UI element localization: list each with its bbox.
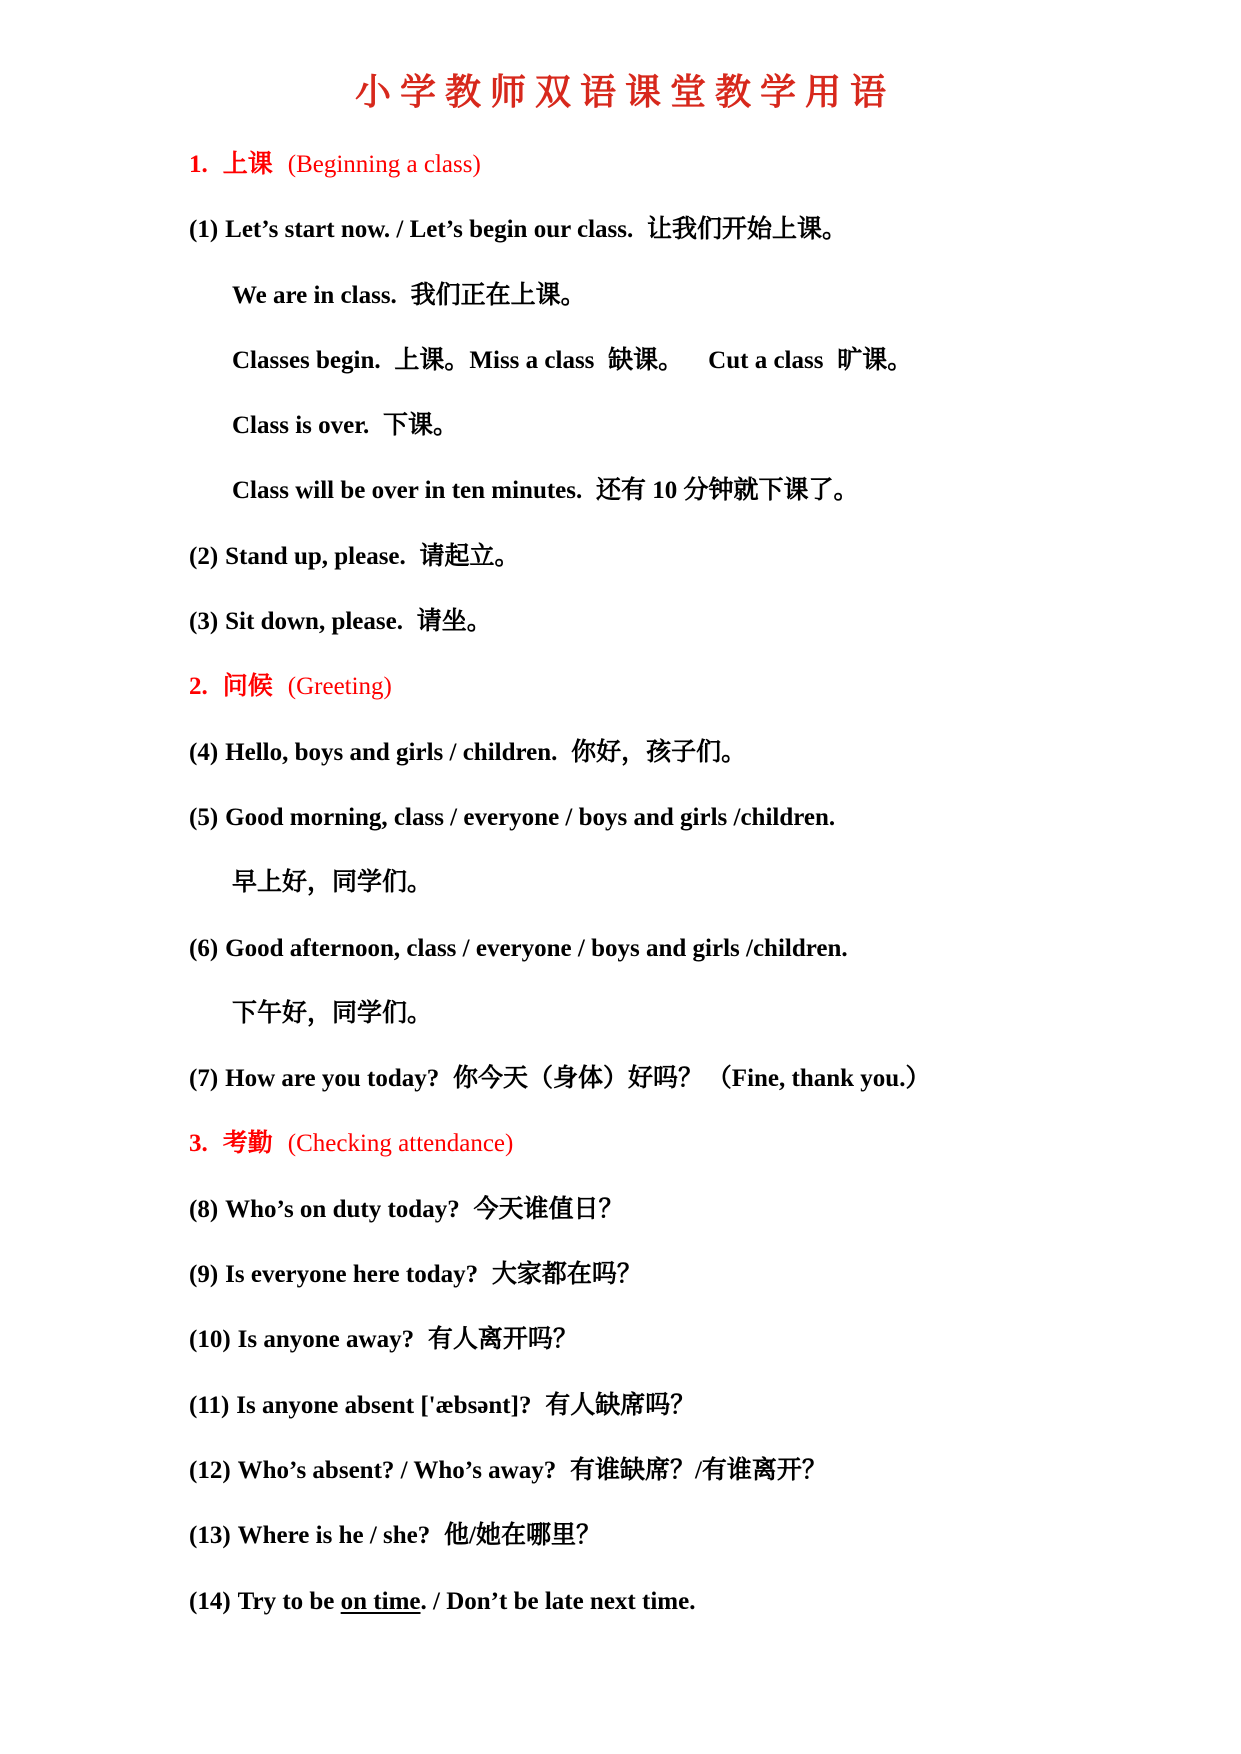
phrase-line [189,1242,1201,1307]
item-label: (12) [189,1456,231,1484]
phrase-zh: 你今天（身体）好吗？ [453,1065,704,1093]
phrase-en: Stand up, please. [225,542,406,570]
section-title-en: (Checking attendance) [287,1130,514,1158]
phrase-line [189,1438,1201,1503]
phrase-line [189,524,1201,589]
section-number: 2. [189,673,208,701]
phrase-zh: 缺课。 [608,346,684,374]
phrase-zh: 今天谁值日？ [473,1195,624,1223]
phrase-en: . / Don’t be late next time. [420,1587,696,1615]
phrase-line [189,458,1201,523]
phrase-line [189,720,1201,785]
item-label: (10) [189,1326,231,1354]
item-label: (4) [189,738,219,766]
phrase-zh: 有人离开吗？ [427,1326,578,1354]
phrase-en: Cut a class [708,346,824,374]
phrase-zh: 有谁缺席？/有谁离开？ [569,1456,827,1484]
item-label: (3) [189,608,219,636]
phrase-line [189,916,1201,981]
phrase-en: Where is he / she? [237,1522,431,1550]
phrase-line [189,850,1201,915]
phrase-en: Classes begin. [232,346,381,374]
section-heading-checking-attendance [189,1111,1201,1176]
section-title-en: (Beginning a class) [287,151,481,178]
phrase-en: Is anyone absent ['æbsənt]? [236,1391,532,1419]
item-label: (14) [189,1587,231,1615]
phrase-en-underlined: on time [340,1587,421,1615]
phrase-zh: 还有 10 分钟就下课了。 [596,477,859,505]
item-label: (2) [189,542,219,570]
item-label: (8) [189,1195,219,1223]
phrase-line [189,981,1201,1046]
phrase-en: Who’s absent? / Who’s away? [237,1456,557,1484]
phrase-zh: 旷课。 [837,346,913,374]
section-number: 1. [189,151,208,178]
phrase-line [189,785,1201,850]
section-title-zh: 考勤 [222,1130,273,1158]
item-label: (1) [189,216,219,244]
phrase-en: Good morning, class / everyone / boys and girls /children. [225,803,836,831]
section-heading-beginning-a-class [189,132,1201,197]
item-label: (7) [189,1065,219,1093]
phrase-en: Hello, boys and girls / children. [225,738,558,766]
section-number: 3. [189,1130,208,1158]
phrase-zh: 下午好，同学们。 [232,999,433,1027]
item-label: (11) [189,1391,230,1419]
phrase-zh: 我们正在上课。 [410,281,586,309]
phrase-line [189,1569,1201,1634]
phrase-en: Good afternoon, class / everyone / boys and girls /children. [225,934,848,962]
phrase-line [189,197,1201,262]
phrase-zh: 请起立。 [419,542,520,570]
phrase-en: Sit down, please. [225,608,403,636]
phrase-reply: （Fine, thank you.） [706,1065,931,1093]
item-label: (9) [189,1261,219,1289]
phrase-line [189,1046,1201,1111]
phrase-en: Is everyone here today? [225,1261,479,1289]
item-label: (6) [189,934,219,962]
phrase-zh: 上课。 [394,346,470,374]
phrase-line [189,1503,1201,1568]
phrase-zh: 大家都在吗？ [491,1261,642,1289]
section-title-zh: 问候 [222,673,273,701]
phrase-en: Is anyone away? [237,1326,415,1354]
phrase-zh: 下课。 [383,412,459,440]
phrase-line [189,393,1201,458]
phrase-en: Class will be over in ten minutes. [232,477,583,505]
phrase-en: Try to be [237,1587,335,1615]
phrase-line [189,1177,1201,1242]
phrase-list [189,132,1201,1634]
phrase-line [189,589,1201,654]
phrase-en: We are in class. [232,281,397,309]
phrase-en: Miss a class [469,346,595,374]
phrase-line [189,263,1201,328]
phrase-zh: 他/她在哪里？ [444,1522,601,1550]
phrase-line [189,1307,1201,1372]
phrase-zh: 有人缺席吗？ [545,1391,696,1419]
section-heading-greeting [189,654,1201,719]
phrase-en: How are you today? [225,1065,440,1093]
phrase-zh: 让我们开始上课。 [647,216,848,244]
phrase-en: Class is over. [232,412,370,440]
phrase-line [189,328,1201,393]
phrase-zh: 你好，孩子们。 [571,738,747,766]
section-title-en: (Greeting) [287,673,392,701]
phrase-zh: 早上好，同学们。 [232,869,433,897]
section-title-zh: 上课 [222,151,273,178]
item-label: (13) [189,1522,231,1550]
page-title: 小学教师双语课堂教学用语 [354,71,895,113]
item-label: (5) [189,803,219,831]
phrase-en: Who’s on duty today? [225,1195,460,1223]
phrase-line [189,1373,1201,1438]
phrase-en: Let’s start now. / Let’s begin our class. [225,216,634,244]
phrase-zh: 请坐。 [416,608,492,636]
